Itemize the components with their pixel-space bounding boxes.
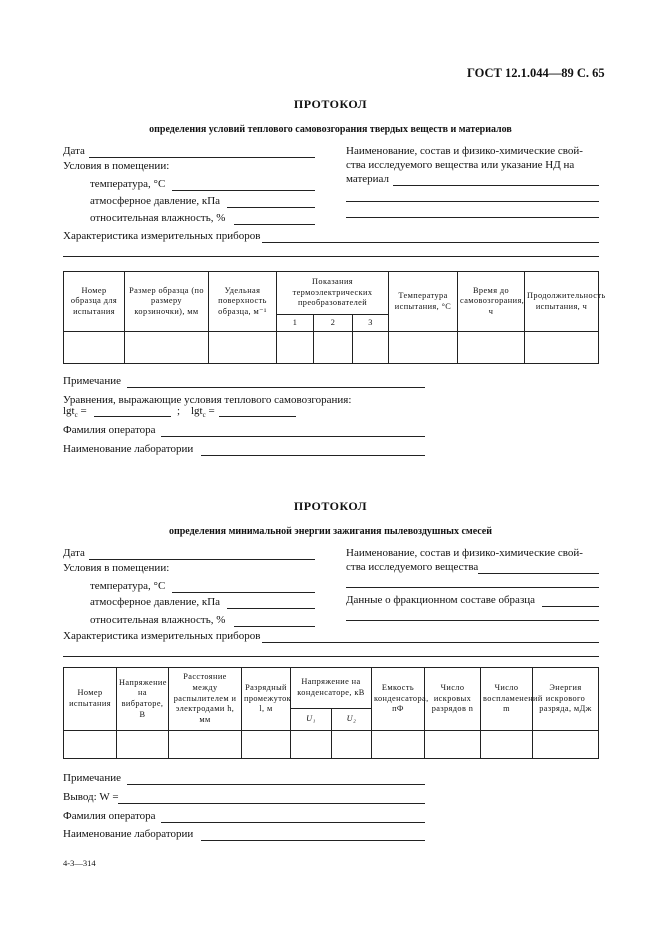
p2-date-label: Дата [63, 547, 85, 559]
p2-col-dist: Расстояние между распылителем и электродами h, мм [169, 668, 242, 731]
page-reference: ГОСТ 12.1.044—89 С. 65 [467, 66, 605, 80]
p2-fraction-field-2[interactable] [346, 620, 599, 621]
p2-operator-label: Фамилия оператора [63, 810, 156, 822]
p2-col-cap-v: Напряжение на конденсаторе, кВ [291, 668, 372, 709]
p1-lab-label: Наименование лаборатории [63, 443, 194, 455]
p2-col-sparks: Число искровых разрядов n [425, 668, 481, 731]
p2-col-vibr: Напряжение на вибраторе, В [117, 668, 169, 731]
p1-eq-1: lgt$_c$ = [63, 405, 87, 420]
p2-instruments-field-2[interactable] [63, 656, 599, 657]
table-cell[interactable] [169, 731, 242, 759]
p2-instruments-label: Характеристика измерительных приборов [63, 630, 261, 642]
p1-operator-field[interactable] [161, 436, 425, 437]
table-cell[interactable] [481, 731, 533, 759]
table-row [64, 332, 599, 364]
table-cell[interactable] [533, 731, 599, 759]
table-cell[interactable] [117, 731, 169, 759]
p2-lab-field[interactable] [201, 840, 425, 841]
p2-operator-field[interactable] [161, 822, 425, 823]
p1-substance-text-2: ства исследуемого вещества или указание НД на [346, 159, 575, 171]
table-cell[interactable] [389, 332, 458, 364]
p1-col-sample: Номер образца для испытания [64, 272, 125, 332]
table-cell[interactable] [242, 731, 291, 759]
protocol1-title: ПРОТОКОЛ [293, 97, 368, 111]
table-cell[interactable] [425, 731, 481, 759]
p1-note-label: Примечание [63, 375, 121, 387]
table-cell[interactable] [64, 332, 125, 364]
p1-substance-text-3: материал [346, 173, 390, 185]
p2-col-u2: U₂ [332, 709, 372, 731]
protocol2-title: ПРОТОКОЛ [293, 499, 368, 513]
p1-equations-label: Уравнения, выражающие условия теплового самовозгорания: [63, 394, 352, 406]
table-cell[interactable] [525, 332, 599, 364]
p1-col-temp: Температура испытания, °С [389, 272, 458, 332]
p1-col-duration: Продолжительность испытания, ч [525, 272, 599, 332]
p1-temperature-label: температура, °С [90, 178, 166, 190]
p2-humidity-field[interactable] [234, 626, 315, 627]
p1-note-field[interactable] [127, 387, 425, 388]
protocol2-subtitle: определения минимальной энергии зажигания пылевоздушных смесей [168, 526, 493, 537]
p1-col-basket: Размер образца (по размеру корзиночки), мм [125, 272, 209, 332]
p1-humidity-field[interactable] [234, 224, 315, 225]
p1-conditions-label: Условия в помещении: [63, 160, 170, 172]
table-cell[interactable] [209, 332, 277, 364]
p1-eq-1-field[interactable] [94, 416, 171, 417]
p1-substance-field-3[interactable] [346, 217, 599, 218]
table-cell[interactable] [64, 731, 117, 759]
p1-col-time: Время до самовозгорания, ч [458, 272, 525, 332]
p1-col-readings: Показания термоэлектрических преобразователей [277, 272, 389, 315]
p2-fraction-field[interactable] [542, 606, 599, 607]
p2-fraction-label: Данные о фракционном составе образца [346, 594, 536, 606]
p1-eq-2: lgt$_c$ = [191, 405, 215, 420]
table-cell[interactable] [291, 731, 332, 759]
p1-col-r3: 3 [353, 315, 389, 332]
table-cell[interactable] [277, 332, 314, 364]
p1-col-r2: 2 [314, 315, 353, 332]
p1-instruments-label: Характеристика измерительных приборов [63, 230, 261, 242]
table-cell[interactable] [125, 332, 209, 364]
print-code: 4-3—314 [63, 858, 96, 868]
p1-temperature-field[interactable] [172, 190, 315, 191]
table-row [64, 731, 599, 759]
p2-lab-label: Наименование лаборатории [63, 828, 194, 840]
p2-instruments-field[interactable] [262, 642, 599, 643]
p1-date-field[interactable] [89, 157, 315, 158]
p2-col-energy: Энергия искрового разряда, мДж [533, 668, 599, 731]
p1-substance-text-1: Наименование, состав и физико-химические свой- [346, 145, 583, 157]
p2-col-sample: Номер испытания [64, 668, 117, 731]
p2-note-label: Примечание [63, 772, 121, 784]
p1-results-table [63, 271, 606, 364]
p2-conditions-label: Условия в помещении: [63, 562, 170, 574]
p2-pressure-field[interactable] [227, 608, 315, 609]
p2-col-capacity: Емкость конденсатора, пФ [372, 668, 425, 731]
p2-col-u1: U₁ [291, 709, 332, 731]
p2-col-ignitions: Число воспламенений m [481, 668, 533, 731]
p1-instruments-field-2[interactable] [63, 256, 599, 257]
p2-substance-text-2: ства исследуемого вещества [346, 561, 479, 573]
p1-pressure-label: атмосферное давление, кПа [90, 195, 221, 207]
protocol1-subtitle: определения условий теплового самовозгорания твердых веществ и материалов [149, 124, 512, 135]
table-cell[interactable] [372, 731, 425, 759]
p2-substance-field-2[interactable] [346, 587, 599, 588]
table-cell[interactable] [332, 731, 372, 759]
p2-substance-field[interactable] [478, 573, 599, 574]
p1-eq-2-field[interactable] [219, 416, 296, 417]
p2-temperature-label: температура, °С [90, 580, 166, 592]
p1-col-r1: 1 [277, 315, 314, 332]
p2-note-field[interactable] [127, 784, 425, 785]
p2-substance-text-1: Наименование, состав и физико-химические свой- [346, 547, 583, 559]
p1-col-surface: Удельная поверхность образца, м⁻¹ [209, 272, 277, 332]
p2-results-table [63, 667, 599, 759]
table-cell[interactable] [353, 332, 389, 364]
p1-instruments-field[interactable] [262, 242, 599, 243]
p1-lab-field[interactable] [201, 455, 425, 456]
p2-col-gap: Разрядный промежуток l, м [242, 668, 291, 731]
p1-date-label: Дата [63, 145, 85, 157]
p2-date-field[interactable] [89, 559, 315, 560]
p2-conclusion-field[interactable] [118, 803, 425, 804]
p1-eq-sep: ; [177, 405, 181, 417]
p2-humidity-label: относительная влажность, % [90, 614, 226, 626]
p2-temperature-field[interactable] [172, 592, 315, 593]
p2-pressure-label: атмосферное давление, кПа [90, 596, 221, 608]
p2-conclusion-label: Вывод: W = [63, 791, 119, 803]
p1-operator-label: Фамилия оператора [63, 424, 156, 436]
table-cell[interactable] [314, 332, 353, 364]
p1-humidity-label: относительная влажность, % [90, 212, 226, 224]
p1-pressure-field[interactable] [227, 207, 315, 208]
p1-substance-field-2[interactable] [346, 201, 599, 202]
table-cell[interactable] [458, 332, 525, 364]
p1-substance-field[interactable] [393, 185, 599, 186]
